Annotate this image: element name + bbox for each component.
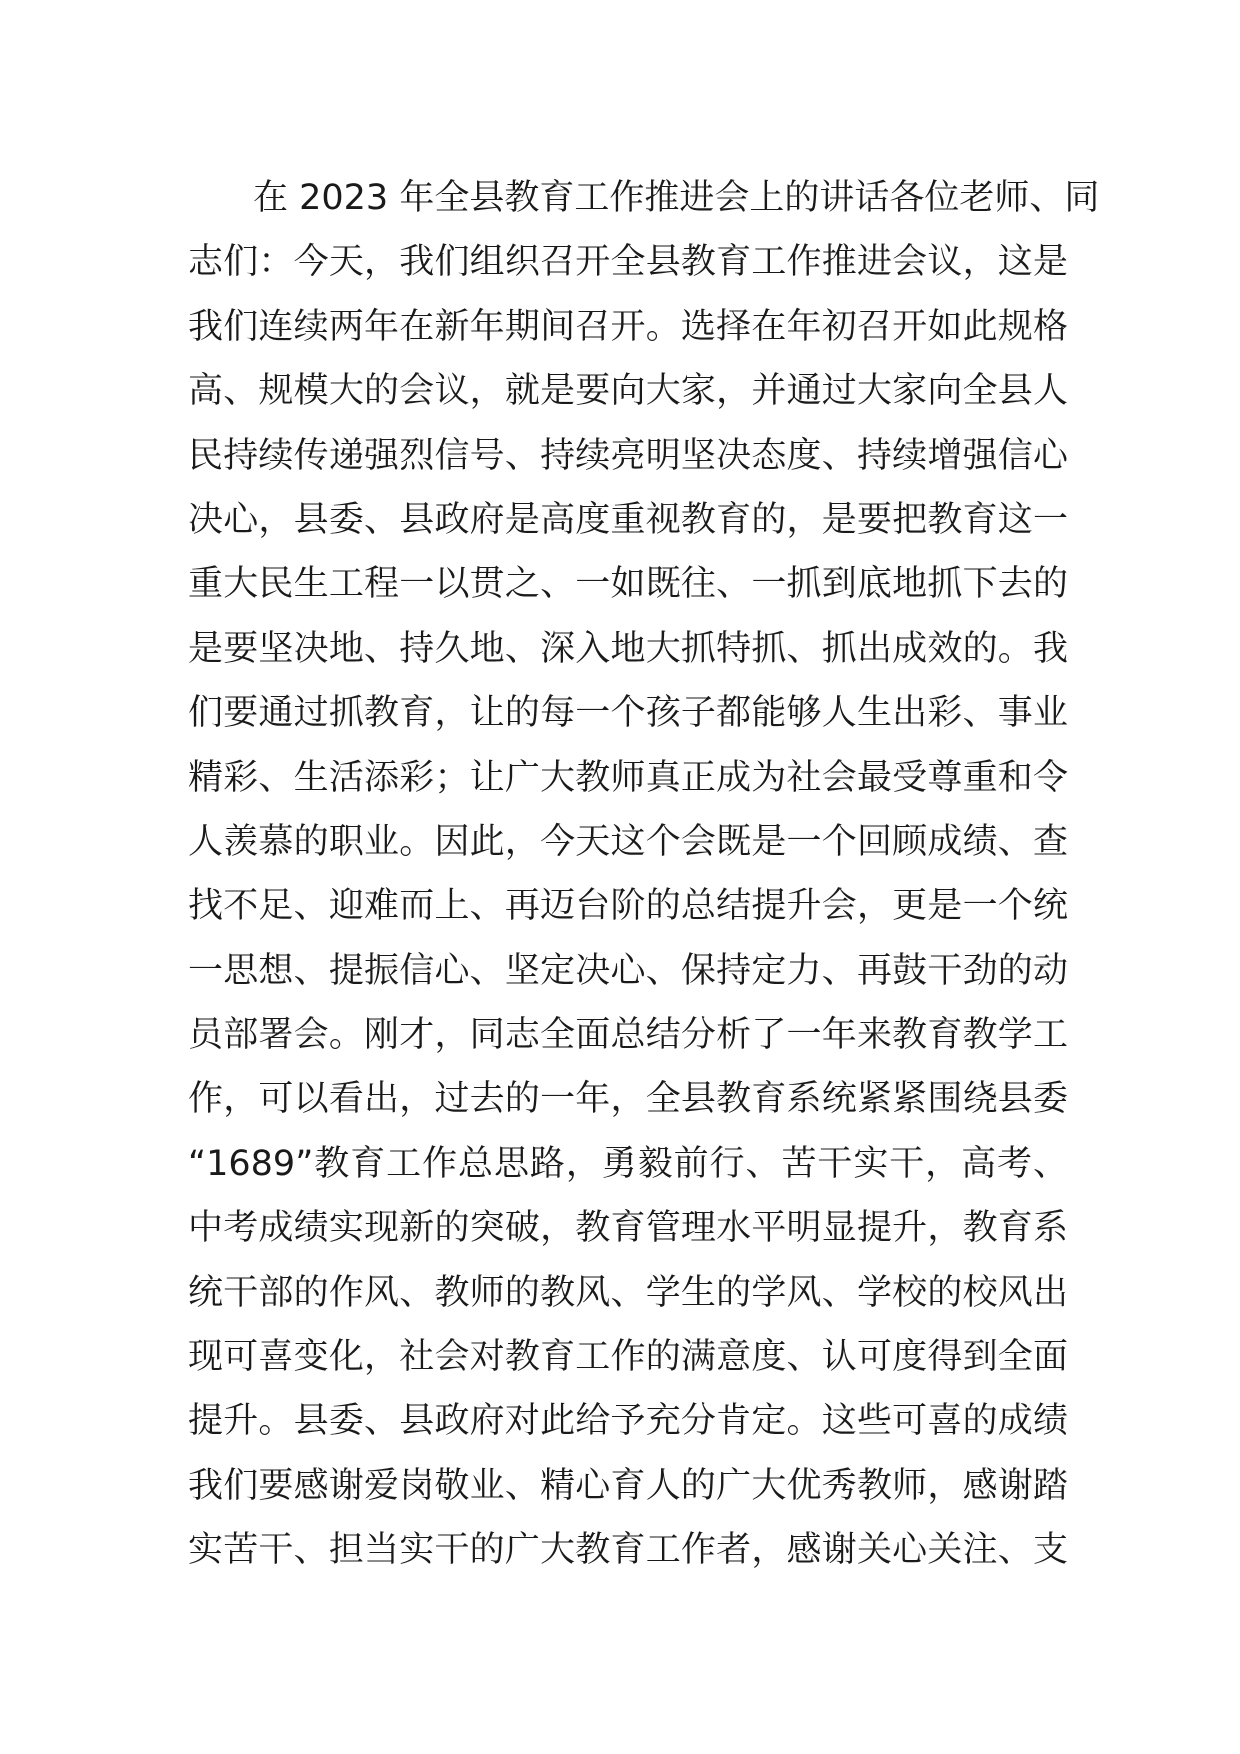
text-line: 统干部的作风、教师的教风、学生的学风、学校的校风出 xyxy=(188,1272,1068,1313)
text-line: 在 2023 年全县教育工作推进会上的讲话各位老师、同 xyxy=(253,178,1100,218)
text-line: 民持续传递强烈信号、持续亮明坚决态度、持续增强信心 xyxy=(188,435,1068,476)
text-line: “1689”教育工作总思路，勇毅前行、苦干实干，高考、 xyxy=(188,1143,1068,1184)
text-line: 现可喜变化，社会对教育工作的满意度、认可度得到全面 xyxy=(188,1337,1068,1378)
text-line: 决心，县委、县政府是高度重视教育的，是要把教育这一 xyxy=(188,499,1068,540)
text-line: 高、规模大的会议，就是要向大家，并通过大家向全县人 xyxy=(188,371,1068,412)
text-line: 找不足、迎难而上、再迈台阶的总结提升会，更是一个统 xyxy=(188,886,1068,927)
text-line: 是要坚决地、持久地、深入地大抓特抓、抓出成效的。我 xyxy=(188,628,1068,669)
text-line: 志们：今天，我们组织召开全县教育工作推进会议，这是 xyxy=(188,242,1068,283)
text-line: 实苦干、担当实干的广大教育工作者，感谢关心关注、支 xyxy=(188,1530,1068,1571)
text-line: 我们连续两年在新年期间召开。选择在年初召开如此规格 xyxy=(188,306,1068,347)
text-line: 重大民生工程一以贯之、一如既往、一抓到底地抓下去的 xyxy=(188,564,1068,605)
text-line: 们要通过抓教育，让的每一个孩子都能够人生出彩、事业 xyxy=(188,693,1068,734)
speech-body-text xyxy=(188,166,1100,1583)
text-line: 人羡慕的职业。因此，今天这个会既是一个回顾成绩、查 xyxy=(188,821,1068,862)
text-line: 作，可以看出，过去的一年，全县教育系统紧紧围绕县委 xyxy=(188,1079,1068,1120)
text-line: 我们要感谢爱岗敬业、精心育人的广大优秀教师，感谢踏 xyxy=(188,1465,1068,1506)
text-line: 精彩、生活添彩；让广大教师真正成为社会最受尊重和令 xyxy=(188,757,1068,798)
text-line: 提升。县委、县政府对此给予充分肯定。这些可喜的成绩 xyxy=(188,1401,1068,1442)
text-line: 一思想、提振信心、坚定决心、保持定力、再鼓干劲的动 xyxy=(188,950,1068,991)
text-line: 员部署会。刚才，同志全面总结分析了一年来教育教学工 xyxy=(188,1015,1068,1056)
text-line: 中考成绩实现新的突破，教育管理水平明显提升，教育系 xyxy=(188,1208,1068,1249)
